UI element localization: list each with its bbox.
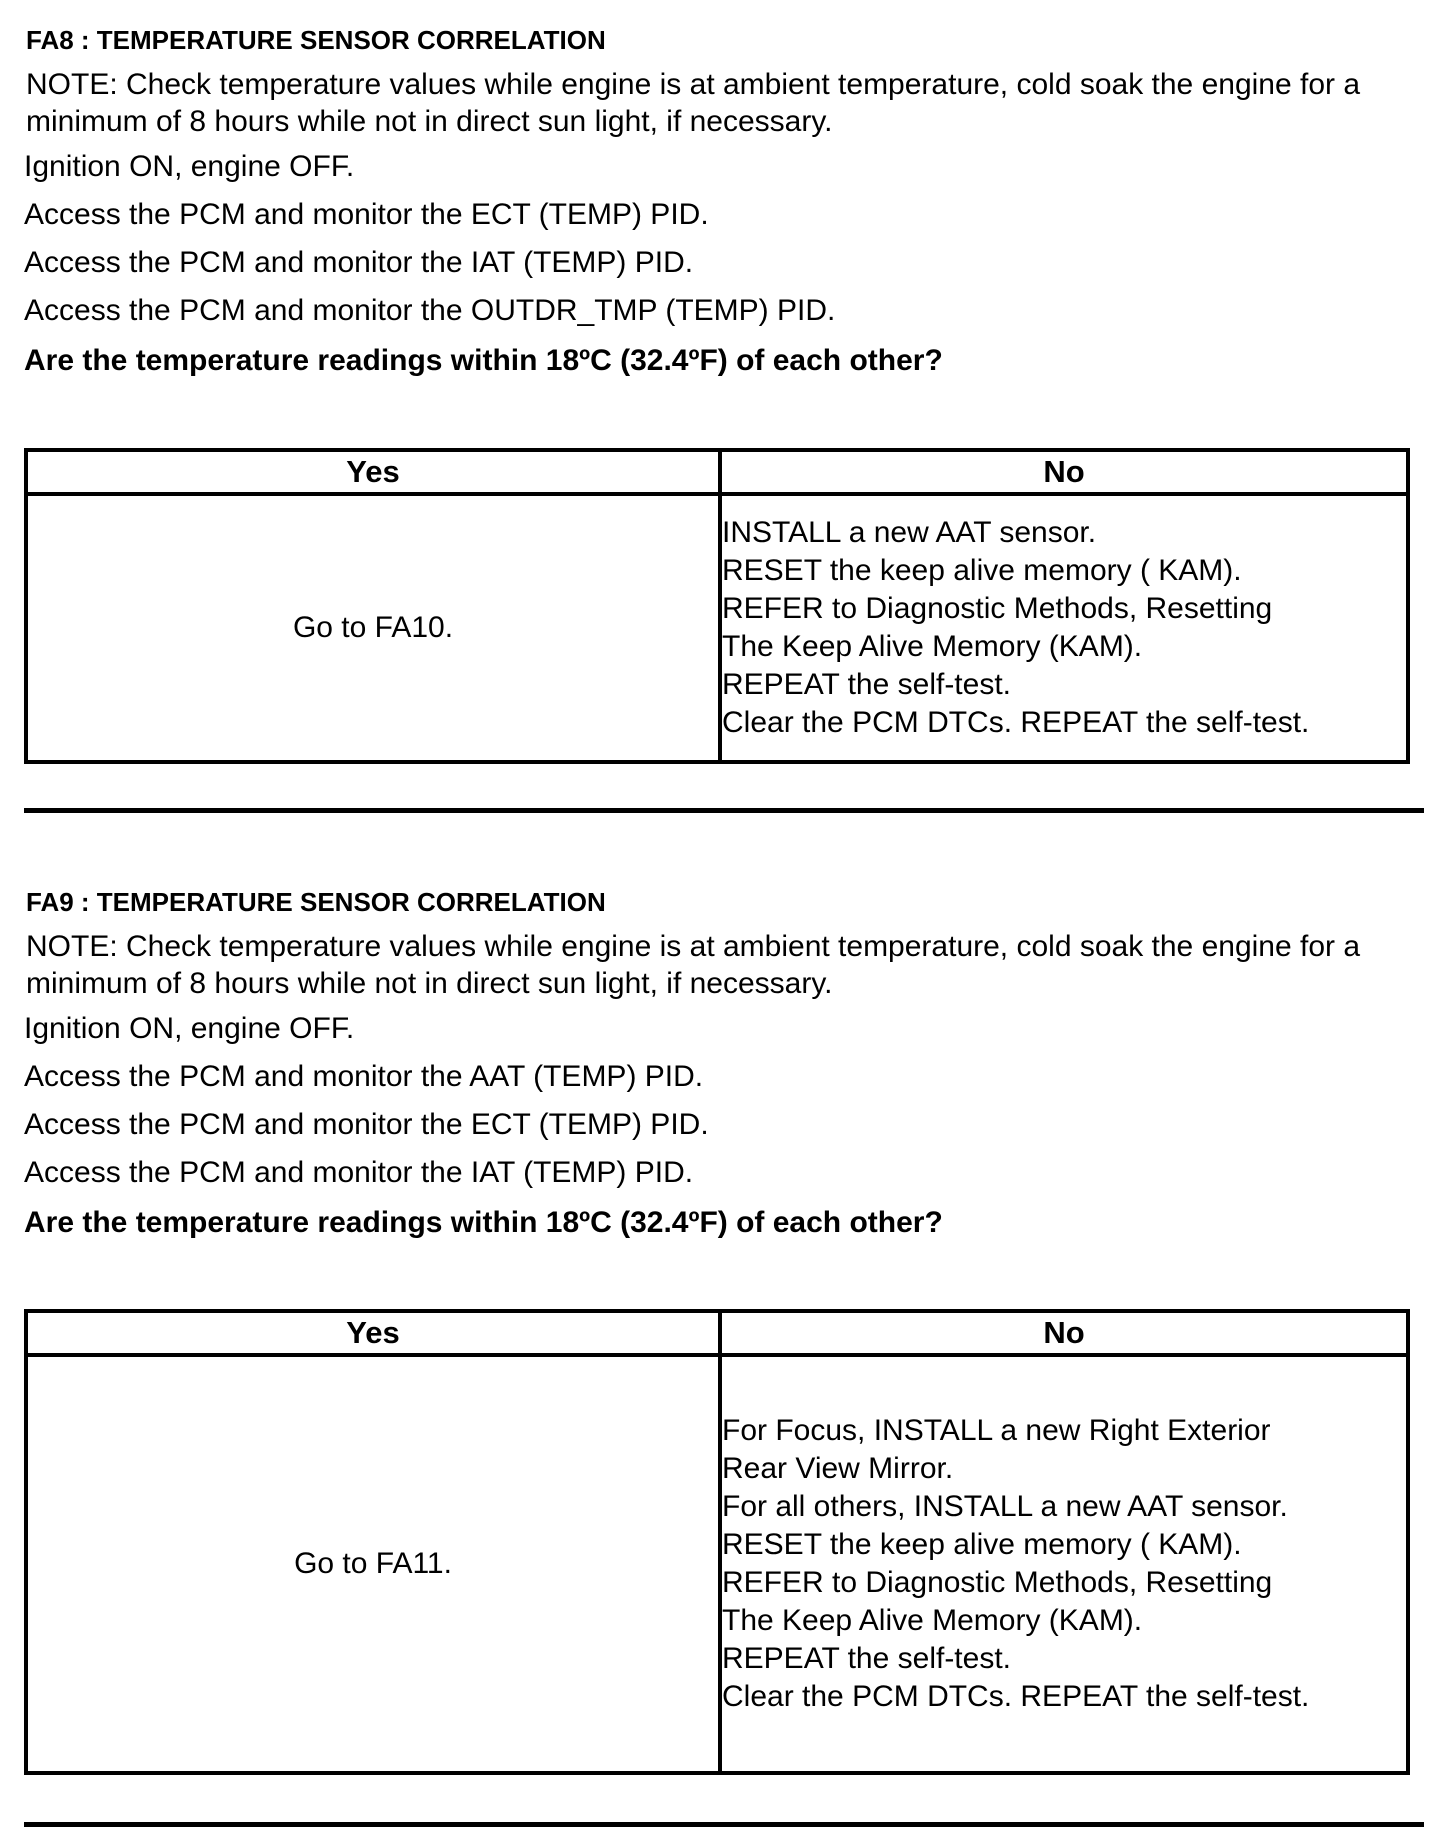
no-action-line: RESET the keep alive memory ( KAM). [722, 554, 1242, 587]
yes-action: Go to FA10. [26, 494, 720, 762]
no-action-line: For all others, INSTALL a new AAT sensor. [722, 1490, 1288, 1523]
no-action-line: REPEAT the self-test. [722, 668, 1011, 701]
no-action-cell [720, 1355, 1408, 1773]
step-text: Access the PCM and monitor the OUTDR_TMP (TEMP) PID. [24, 294, 836, 327]
decision-table-fa9 [24, 1309, 1410, 1775]
no-action-line: RESET the keep alive memory ( KAM). [722, 1528, 1242, 1561]
yes-header: Yes [26, 1311, 720, 1355]
no-header: No [720, 450, 1408, 494]
no-action-line: The Keep Alive Memory (KAM). [722, 1604, 1143, 1637]
question-text: Are the temperature readings within 18ºC (32.4ºF) of each other? [24, 1206, 943, 1239]
no-action-line: REFER to Diagnostic Methods, Resetting [722, 1566, 1273, 1599]
no-action-line: The Keep Alive Memory (KAM). [722, 630, 1143, 663]
step-text: Ignition ON, engine OFF. [24, 150, 355, 183]
step-text: Ignition ON, engine OFF. [24, 1012, 355, 1045]
step-text: Access the PCM and monitor the IAT (TEMP) PID. [24, 1156, 694, 1189]
step-text: Access the PCM and monitor the IAT (TEMP) PID. [24, 246, 694, 279]
no-action-line: Rear View Mirror. [722, 1452, 954, 1485]
section-heading: FA8 : TEMPERATURE SENSOR CORRELATION [26, 25, 606, 55]
no-action-cell [720, 494, 1408, 762]
yes-header: Yes [26, 450, 720, 494]
section-fa8 [24, 22, 1424, 380]
section-heading: FA9 : TEMPERATURE SENSOR CORRELATION [26, 887, 606, 917]
note-text: NOTE: Check temperature values while engine is at ambient temperature, cold soak the engine for a minimum of 8 hours while not in direct sun light, if necessary. [26, 930, 1361, 1000]
no-action-line: REFER to Diagnostic Methods, Resetting [722, 592, 1273, 625]
no-action-line: INSTALL a new AAT sensor. [722, 516, 1097, 549]
no-action-line: For Focus, INSTALL a new Right Exterior [722, 1414, 1271, 1447]
step-text: Access the PCM and monitor the ECT (TEMP) PID. [24, 198, 709, 231]
no-header: No [720, 1311, 1408, 1355]
section-fa9 [24, 884, 1424, 1242]
yes-action: Go to FA11. [26, 1355, 720, 1773]
no-action-line: Clear the PCM DTCs. REPEAT the self-test. [722, 1680, 1310, 1713]
no-action-line: Clear the PCM DTCs. REPEAT the self-test. [722, 706, 1310, 739]
step-text: Access the PCM and monitor the AAT (TEMP) PID. [24, 1060, 704, 1093]
section-divider [24, 808, 1424, 813]
note-text: NOTE: Check temperature values while engine is at ambient temperature, cold soak the engine for a minimum of 8 hours while not in direct sun light, if necessary. [26, 68, 1361, 138]
section-divider [24, 1822, 1424, 1827]
decision-table-fa8 [24, 448, 1410, 764]
question-text: Are the temperature readings within 18ºC (32.4ºF) of each other? [24, 344, 943, 377]
no-action-line: REPEAT the self-test. [722, 1642, 1011, 1675]
step-text: Access the PCM and monitor the ECT (TEMP) PID. [24, 1108, 709, 1141]
